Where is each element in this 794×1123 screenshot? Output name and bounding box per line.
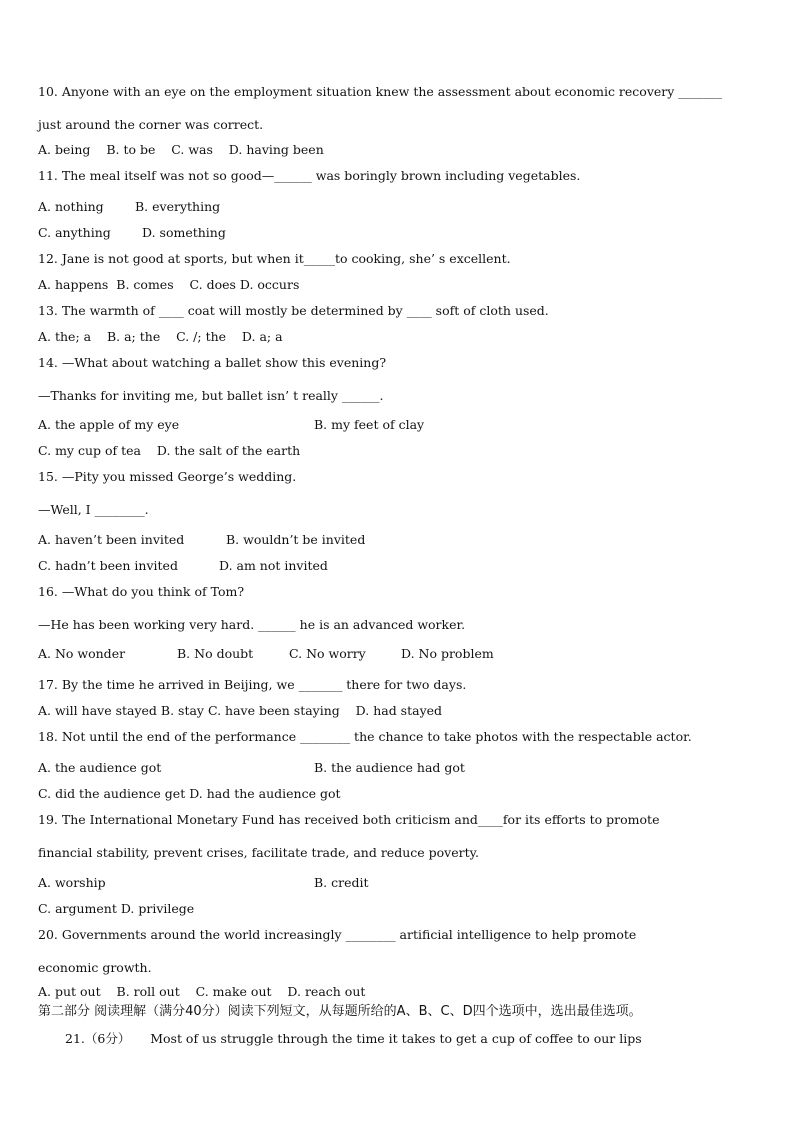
q14-options-row2: C. my cup of tea D. the salt of the earth — [38, 443, 301, 458]
q19-option-a: A. worship — [38, 875, 106, 890]
q14-option-b: B. my feet of clay — [314, 417, 425, 432]
q16-option-b: B. No doubt — [177, 646, 254, 661]
section-heading: 第二部分 阅读理解（满分40分）阅读下列短文，从每题所给的A、B、C、D四个选项中，选出最佳选项。 — [38, 1004, 642, 1019]
q15-option-b: B. wouldn’t be invited — [226, 532, 366, 547]
q17-options: A. will have stayed B. stay C. have been staying D. had stayed — [38, 703, 443, 718]
q10-stem-line2: just around the corner was correct. — [38, 117, 264, 132]
q13-stem: 13. The warmth of ____ coat will mostly be determined by ____ soft of cloth used. — [38, 303, 549, 318]
q20-stem-line2: economic growth. — [38, 960, 152, 975]
q19-option-b: B. credit — [314, 875, 369, 890]
q19-options-row2: C. argument D. privilege — [38, 901, 195, 916]
q15-options-row2 — [38, 558, 328, 574]
q11-stem: 11. The meal itself was not so good—______ was boringly brown including vegetables. — [38, 168, 581, 183]
q14-option-a: A. the apple of my eye — [38, 417, 180, 432]
q16-option-c: C. No worry — [289, 646, 366, 661]
q16-stem: 16. —What do you think of Tom? — [38, 584, 245, 599]
q15-reply: —Well, I ________. — [38, 502, 149, 517]
q15-options-row1 — [38, 532, 366, 548]
q20-stem-line1: 20. Governments around the world increasingly ________ artificial intelligence to help promote — [38, 927, 637, 942]
q18-option-b: B. the audience had got — [314, 760, 465, 775]
q18-option-a: A. the audience got — [38, 760, 162, 775]
q11-option-a: A. nothing — [38, 199, 104, 214]
q16-option-a: A. No wonder — [38, 646, 126, 661]
q14-options-row1 — [38, 417, 425, 433]
q15-stem: 15. —Pity you missed George’s wedding. — [38, 469, 297, 484]
q17-stem: 17. By the time he arrived in Beijing, we _______ there for two days. — [38, 677, 467, 692]
q18-stem: 18. Not until the end of the performance ________ the chance to take photos with the respectable actor. — [38, 729, 692, 744]
q15-option-d: D. am not invited — [219, 558, 328, 573]
q11-options-row1 — [38, 199, 221, 215]
q15-option-a: A. haven’t been invited — [38, 532, 185, 547]
q19-stem-line1: 19. The International Monetary Fund has received both criticism and____for its efforts to promote — [38, 812, 660, 827]
q11-option-b: B. everything — [135, 199, 221, 214]
q14-reply: —Thanks for inviting me, but ballet isn’ t really ______. — [38, 388, 384, 403]
q18-options-row2: C. did the audience get D. had the audience got — [38, 786, 341, 801]
q15-option-c: C. hadn’t been invited — [38, 558, 178, 573]
q19-options-row1 — [38, 875, 369, 891]
q10-options: A. being B. to be C. was D. having been — [38, 142, 324, 157]
q11-option-d: D. something — [142, 225, 226, 240]
q12-stem: 12. Jane is not good at sports, but when it_____to cooking, she’ s excellent. — [38, 251, 511, 266]
q10-stem-line1: 10. Anyone with an eye on the employment situation knew the assessment about economic recovery _______ — [38, 84, 723, 99]
q12-options: A. happens B. comes C. does D. occurs — [38, 277, 300, 292]
q16-option-d: D. No problem — [401, 646, 494, 661]
q18-options-row1 — [38, 760, 465, 776]
q16-reply: —He has been working very hard. ______ he is an advanced worker. — [38, 617, 466, 632]
q19-stem-line2: financial stability, prevent crises, facilitate trade, and reduce poverty. — [38, 845, 479, 860]
q20-options: A. put out B. roll out C. make out D. reach out — [38, 984, 366, 999]
q13-options: A. the; a B. a; the C. /; the D. a; a — [38, 329, 283, 344]
q14-stem: 14. —What about watching a ballet show this evening? — [38, 355, 387, 370]
q11-options-row2 — [38, 225, 226, 241]
q11-option-c: C. anything — [38, 225, 111, 240]
q21-stem: 21.（6分） Most of us struggle through the time it takes to get a cup of coffee to our lips — [65, 1031, 642, 1046]
q16-options — [38, 646, 494, 662]
